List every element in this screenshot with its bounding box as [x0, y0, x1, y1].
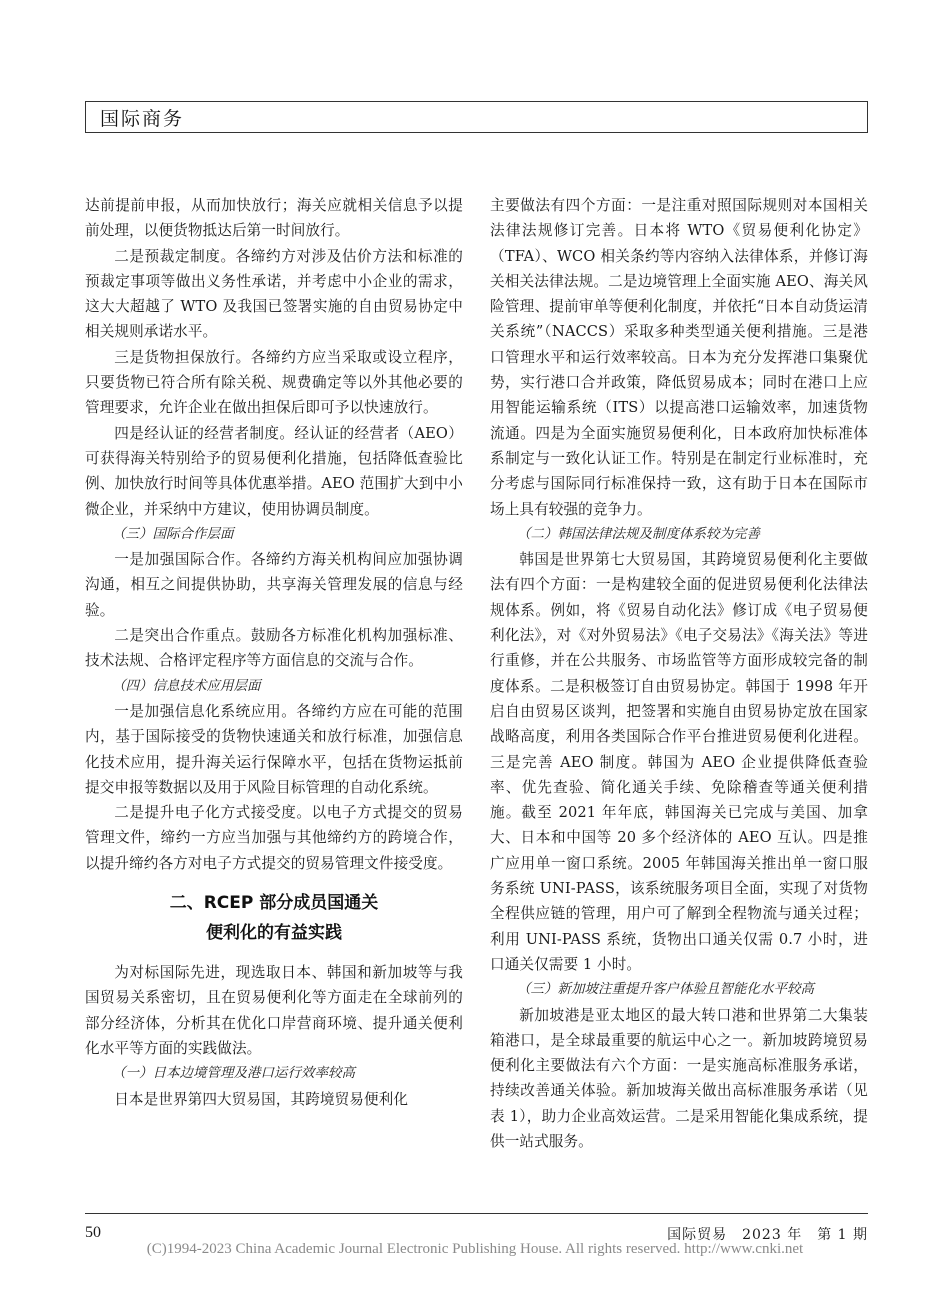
left-column — [85, 193, 463, 1112]
subsection-heading: （二）韩国法律法规及制度体系较为完善 — [517, 525, 760, 542]
paragraph: 二是预裁定制度。各缔约方对涉及估价方法和标准的预裁定事项等做出义务性承诺，并考虑中小企业的需求，这大大超越了 WTO 及我国已签署实施的自由贸易协定中相关规则承诺水平。 — [85, 247, 463, 341]
subsection-heading: （四）信息技术应用层面 — [112, 677, 261, 694]
paragraph: 二是突出合作重点。鼓励各方标准化机构加强标准、技术法规、合格评定程序等方面信息的交流与合作。 — [85, 627, 463, 670]
paragraph: 一是加强信息化系统应用。各缔约方应在可能的范围内，基于国际接受的货物快速通关和放行标准，加强信息化技术应用，提升海关运行保障水平，包括在货物运抵前提交申报等数据以及用于风险目标管理的自动化系统。 — [85, 702, 463, 796]
page-number: 50 — [85, 1224, 101, 1241]
subsection-heading: （一）日本边境管理及港口运行效率较高 — [112, 1065, 355, 1082]
paragraph: 三是货物担保放行。各缔约方应当采取或设立程序，只要货物已符合所有除关税、规费确定等以外其他必要的管理要求，允许企业在做出担保后即可予以快速放行。 — [85, 348, 463, 417]
paragraph: 二是提升电子化方式接受度。以电子方式提交的贸易管理文件，缔约一方应当加强与其他缔约方的跨境合作，以提升缔约各方对电子方式提交的贸易管理文件接受度。 — [85, 804, 463, 872]
paragraph: 主要做法有四个方面：一是注重对照国际规则对本国相关法律法规修订完善。日本将 WTO《贸易便利化协定》（TFA）、WCO 相关条约等内容纳入法律体系，并修订海关相关法律法规。二是边境管理上全面实施 AEO、海关风险管理、提前审单等便利化制度，并依托“日本自动货运清关系统”（NACCS）采取多种类型通关便利措施。三是港口管理水平和运行效率较高。日本为充分发挥港口集聚优势，实行港口合并政策，降低贸易成本；同时在港口上应用智能运输系统（ITS）以提高港口运输效率，加速货物流通。四是为全面实施贸易便利化，日本政府加快标准体系制定与一致化认证工作。特别是在制定行业标准时，充分考虑与国际同行标准保持一致，这有助于日本在国际市场上具有较强的竞争力。 — [490, 197, 868, 518]
section-heading-line2: 便利化的有益实践 — [206, 923, 342, 944]
paragraph: 韩国是世界第七大贸易国，其跨境贸易便利化主要做法有四个方面：一是构建较全面的促进贸易便利化法律法规体系。例如，将《贸易自动化法》修订成《电子贸易便利化法》，对《对外贸易法》《电子交易法》《海关法》等进行重修，并在公共服务、市场监管等方面形成较完备的制度体系。二是积极签订自由贸易协定。韩国于 1998 年开启自由贸易区谈判，把签署和实施自由贸易协定放在国家战略高度，利用各类国际合作平台推进贸易便利化进程。三是完善 AEO 制度。韩国为 AEO 企业提供降低查验率、优先查验、简化通关手续、免除稽查等通关便利措施。截至 2021 年年底，韩国海关已完成与美国、加拿大、日本和中国等 20 多个经济体的 AEO 互认。四是推广应用单一窗口系统。2005 年韩国海关推出单一窗口服务系统 UNI-PASS，该系统服务项目全面，实现了对货物全程供应链的管理，用户可了解到全程物流与通关过程；利用 UNI-PASS 系统，货物出口通关仅需 0.7 小时，进口通关仅需要 1 小时。 — [490, 551, 868, 973]
paragraph: 四是经认证的经营者制度。经认证的经营者（AEO）可获得海关特别给予的贸易便利化措施，包括降低查验比例、加快放行时间等具体优惠举措。AEO 范围扩大到中小微企业，并采纳中方建议，使用协调员制度。 — [85, 424, 463, 518]
copyright-notice: (C)1994-2023 China Academic Journal Electronic Publishing House. All rights reserved. http://www.cnki.net — [146, 1241, 804, 1257]
section-heading-line1: 二、RCEP 部分成员国通关 — [169, 893, 379, 914]
section-header-box — [85, 101, 868, 133]
paragraph: 一是加强国际合作。各缔约方海关机构间应加强协调沟通，相互之间提供协助，共享海关管理发展的信息与经验。 — [85, 551, 463, 619]
subsection-heading: （三）新加坡注重提升客户体验且智能化水平较高 — [517, 981, 814, 998]
paragraph: 为对标国际先进，现选取日本、韩国和新加坡等与我国贸易关系密切，且在贸易便利化等方面走在全球前列的部分经济体，分析其在优化口岸营商环境、提升通关便利化水平等方面的实践做法。 — [85, 964, 463, 1057]
footer-rule — [85, 1213, 868, 1214]
left-column-body — [85, 193, 463, 876]
subsection-heading: （三）国际合作层面 — [112, 525, 234, 542]
paragraph: 达前提前申报，从而加快放行；海关应就相关信息予以提前处理，以便货物抵达后第一时间放行。 — [85, 197, 463, 240]
left-column-body-after — [85, 960, 463, 1112]
section-heading — [85, 888, 463, 948]
section-header-title: 国际商务 — [100, 107, 185, 130]
right-column — [490, 193, 868, 1154]
right-column-body — [490, 193, 868, 1154]
paragraph: 新加坡港是亚太地区的最大转口港和世界第二大集装箱港口，是全球最重要的航运中心之一。新加坡跨境贸易便利化主要做法有六个方面：一是实施高标准服务承诺，持续改善通关体验。新加坡海关做出高标准服务承诺（见表 1），助力企业高效运营。二是采用智能化集成系统，提供一站式服务。 — [490, 1006, 868, 1150]
paragraph: 日本是世界第四大贸易国，其跨境贸易便利化 — [114, 1090, 409, 1108]
journal-info: 国际贸易 2023 年 第 1 期 — [667, 1227, 868, 1243]
